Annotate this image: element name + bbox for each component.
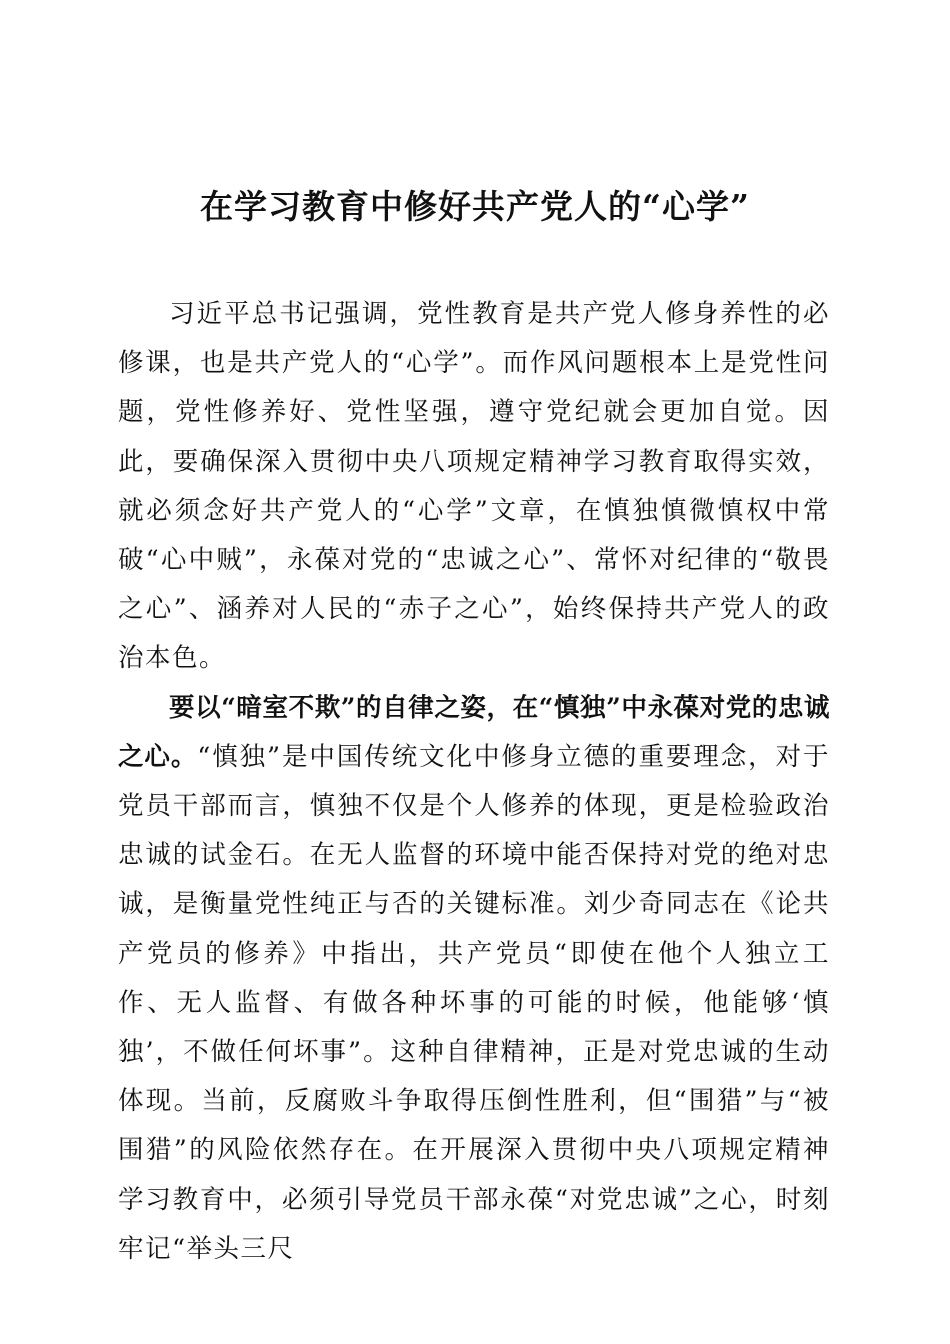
paragraph-intro: 习近平总书记强调，党性教育是共产党人修身养性的必修课，也是共产党人的“心学”。而作风问题根本上是党性问题，党性修养好、党性坚强，遵守党纪就会更加自觉。因此，要确保深入贯彻中央八项规定精神学习教育取得实效，就必须念好共产党人的“心学”文章，在慎独慎微慎权中常破“心中贼”，永葆对党的“忠诚之心”、常怀对纪律的“敬畏之心”、涵养对人民的“赤子之心”，始终保持共产党人的政治本色。 <box>118 299 830 674</box>
document-title: 在学习教育中修好共产党人的“心学” <box>200 187 750 227</box>
paragraph-lead-sentence: 要以“暗室不欺”的自律之姿，在“慎独”中永葆对党的忠诚之心。 <box>118 692 830 772</box>
paragraph-loyalty <box>118 684 830 1274</box>
document-body <box>118 290 830 1274</box>
paragraph-body-text: “慎独”是中国传统文化中修身立德的重要理念，对于党员干部而言，慎独不仅是个人修养的体现，更是检验政治忠诚的试金石。在无人监督的环境中能否保持对党的绝对忠诚，是衡量党性纯正与否的关键标准。刘少奇同志在《论共产党员的修养》中指出，共产党员“即使在他个人独立工作、无人监督、有做各种坏事的可能的时候，他能够‘慎独’，不做任何坏事”。这种自律精神，正是对党忠诚的生动体现。当前，反腐败斗争取得压倒性胜利，但“围猎”与“被围猎”的风险依然存在。在开展深入贯彻中央八项规定精神学习教育中，必须引导党员干部永葆“对党忠诚”之心，时刻牢记“举头三尺 <box>118 741 830 1264</box>
